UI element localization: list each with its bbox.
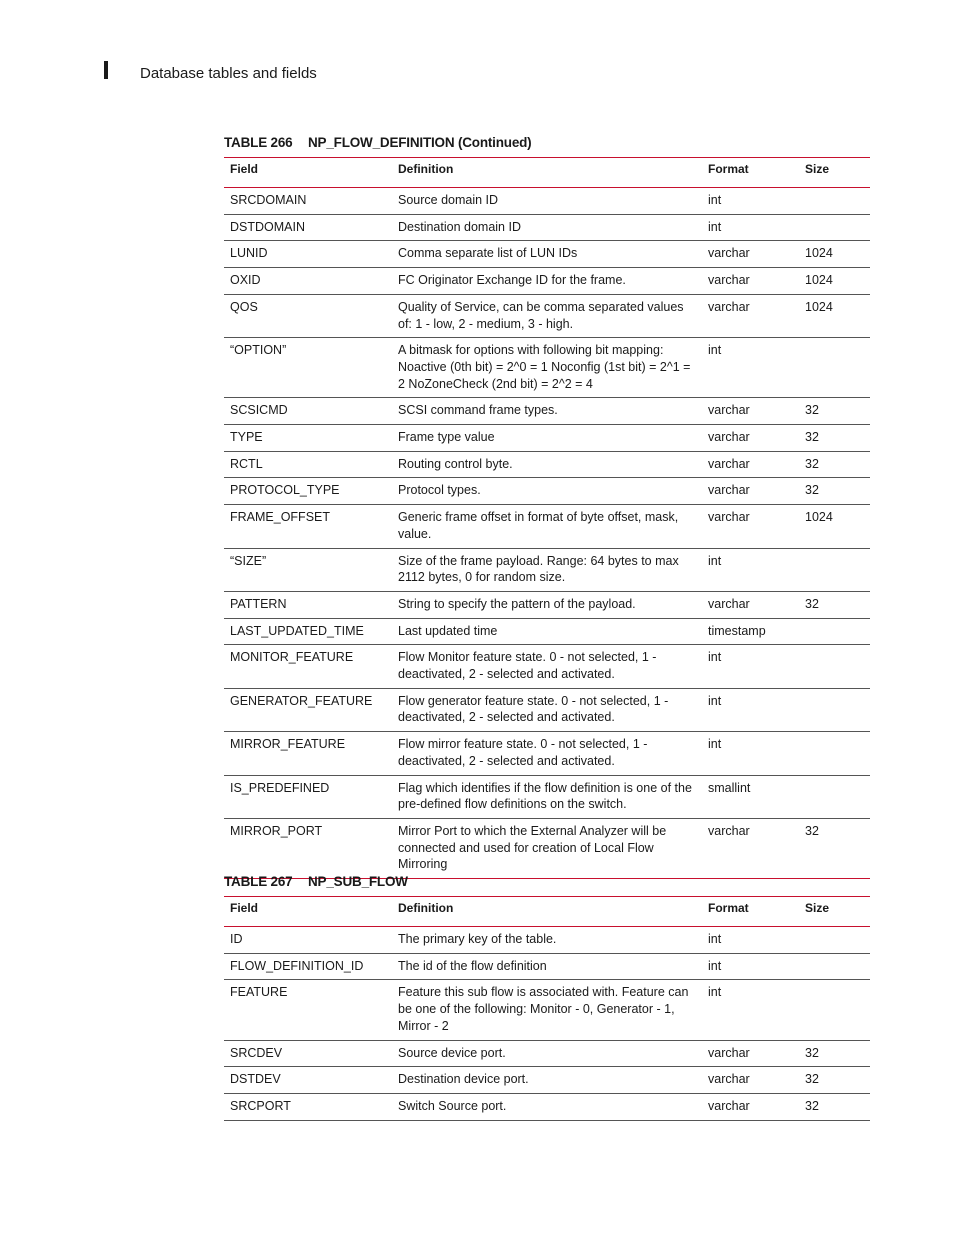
size-cell: [799, 645, 870, 688]
table-266: [224, 157, 870, 879]
table-row: [224, 1040, 870, 1067]
field-cell: RCTL: [224, 451, 392, 478]
table-267-body: [224, 927, 870, 1121]
format-cell: int: [702, 188, 799, 215]
table-266-body: [224, 188, 870, 879]
table-row: [224, 1093, 870, 1120]
field-cell: TYPE: [224, 425, 392, 452]
table-row: [224, 451, 870, 478]
table-row: [224, 398, 870, 425]
size-cell: [799, 953, 870, 980]
field-cell: “SIZE”: [224, 548, 392, 591]
table-267: [224, 896, 870, 1121]
size-cell: 32: [799, 591, 870, 618]
format-cell: varchar: [702, 818, 799, 878]
format-cell: int: [702, 732, 799, 775]
table-row: [224, 645, 870, 688]
field-cell: PROTOCOL_TYPE: [224, 478, 392, 505]
field-cell: MIRROR_PORT: [224, 818, 392, 878]
size-cell: 32: [799, 398, 870, 425]
size-cell: [799, 188, 870, 215]
size-cell: [799, 980, 870, 1040]
format-cell: int: [702, 953, 799, 980]
definition-cell: SCSI command frame types.: [392, 398, 702, 425]
definition-cell: Feature this sub flow is associated with. Feature can be one of the following: Monitor - 0, Generator - 1, Mirror - 2: [392, 980, 702, 1040]
table-row: [224, 478, 870, 505]
field-cell: PATTERN: [224, 591, 392, 618]
column-header-definition: Definition: [398, 162, 454, 176]
column-header-field: Field: [230, 901, 259, 915]
size-cell: [799, 214, 870, 241]
format-cell: int: [702, 688, 799, 731]
field-cell: DSTDOMAIN: [224, 214, 392, 241]
table-row: [224, 505, 870, 548]
table-row: [224, 338, 870, 398]
definition-cell: Destination domain ID: [392, 214, 702, 241]
field-cell: “OPTION”: [224, 338, 392, 398]
size-cell: [799, 688, 870, 731]
size-cell: 1024: [799, 241, 870, 268]
field-cell: GENERATOR_FEATURE: [224, 688, 392, 731]
format-cell: int: [702, 214, 799, 241]
table-row: [224, 688, 870, 731]
format-cell: int: [702, 927, 799, 954]
size-cell: [799, 732, 870, 775]
size-cell: 32: [799, 478, 870, 505]
field-cell: OXID: [224, 268, 392, 295]
size-cell: 1024: [799, 268, 870, 295]
definition-cell: String to specify the pattern of the payload.: [392, 591, 702, 618]
table-row: [224, 618, 870, 645]
column-header-format: Format: [708, 162, 749, 176]
size-cell: [799, 548, 870, 591]
definition-cell: Routing control byte.: [392, 451, 702, 478]
format-cell: varchar: [702, 398, 799, 425]
size-cell: [799, 618, 870, 645]
table-266-number: TABLE 266: [224, 135, 293, 150]
format-cell: varchar: [702, 241, 799, 268]
running-header: Database tables and fields: [140, 65, 317, 82]
definition-cell: Comma separate list of LUN IDs: [392, 241, 702, 268]
format-cell: varchar: [702, 478, 799, 505]
definition-cell: Generic frame offset in format of byte offset, mask, value.: [392, 505, 702, 548]
size-cell: [799, 927, 870, 954]
format-cell: varchar: [702, 1067, 799, 1094]
size-cell: [799, 775, 870, 818]
format-cell: varchar: [702, 505, 799, 548]
format-cell: varchar: [702, 1093, 799, 1120]
field-cell: MIRROR_FEATURE: [224, 732, 392, 775]
table-266-title: NP_FLOW_DEFINITION (Continued): [308, 135, 532, 150]
table-row: [224, 425, 870, 452]
field-cell: SRCPORT: [224, 1093, 392, 1120]
format-cell: int: [702, 645, 799, 688]
table-266-caption: [224, 135, 531, 150]
field-cell: SRCDEV: [224, 1040, 392, 1067]
table-row: [224, 268, 870, 295]
format-cell: int: [702, 980, 799, 1040]
field-cell: IS_PREDEFINED: [224, 775, 392, 818]
definition-cell: A bitmask for options with following bit mapping: Noactive (0th bit) = 2^0 = 1 Noconfig (1st bit) = 2^1 = 2 NoZoneCheck (2nd bit) = 2^2 = 4: [392, 338, 702, 398]
definition-cell: Frame type value: [392, 425, 702, 452]
table-267-number: TABLE 267: [224, 874, 293, 889]
table-row: [224, 818, 870, 878]
definition-cell: Flag which identifies if the flow definition is one of the pre-defined flow definitions on the switch.: [392, 775, 702, 818]
format-cell: varchar: [702, 425, 799, 452]
chapter-marker-bar: [104, 61, 108, 79]
table-267-title: NP_SUB_FLOW: [308, 874, 408, 889]
format-cell: varchar: [702, 591, 799, 618]
column-header-field: Field: [230, 162, 259, 176]
format-cell: smallint: [702, 775, 799, 818]
format-cell: int: [702, 548, 799, 591]
format-cell: varchar: [702, 268, 799, 295]
field-cell: ID: [224, 927, 392, 954]
column-header-size: Size: [805, 162, 830, 176]
format-cell: timestamp: [702, 618, 799, 645]
field-cell: FRAME_OFFSET: [224, 505, 392, 548]
definition-cell: Switch Source port.: [392, 1093, 702, 1120]
table-267-header: [224, 897, 870, 927]
table-267-caption: [224, 874, 408, 889]
column-header-definition: Definition: [398, 901, 454, 915]
field-cell: SCSICMD: [224, 398, 392, 425]
column-header-format: Format: [708, 901, 749, 915]
format-cell: varchar: [702, 451, 799, 478]
table-row: [224, 775, 870, 818]
field-cell: SRCDOMAIN: [224, 188, 392, 215]
definition-cell: Protocol types.: [392, 478, 702, 505]
definition-cell: Flow generator feature state. 0 - not selected, 1 - deactivated, 2 - selected and activated.: [392, 688, 702, 731]
table-row: [224, 953, 870, 980]
table-266-header: [224, 158, 870, 188]
size-cell: 32: [799, 1093, 870, 1120]
column-header-size: Size: [805, 901, 830, 915]
field-cell: LAST_UPDATED_TIME: [224, 618, 392, 645]
field-cell: DSTDEV: [224, 1067, 392, 1094]
size-cell: 32: [799, 451, 870, 478]
table-row: [224, 241, 870, 268]
table-row: [224, 188, 870, 215]
size-cell: 32: [799, 425, 870, 452]
field-cell: MONITOR_FEATURE: [224, 645, 392, 688]
size-cell: 32: [799, 818, 870, 878]
format-cell: varchar: [702, 1040, 799, 1067]
field-cell: FLOW_DEFINITION_ID: [224, 953, 392, 980]
format-cell: int: [702, 338, 799, 398]
table-row: [224, 927, 870, 954]
definition-cell: Destination device port.: [392, 1067, 702, 1094]
definition-cell: The primary key of the table.: [392, 927, 702, 954]
field-cell: QOS: [224, 294, 392, 337]
table-row: [224, 732, 870, 775]
definition-cell: Flow Monitor feature state. 0 - not selected, 1 - deactivated, 2 - selected and activated.: [392, 645, 702, 688]
definition-cell: The id of the flow definition: [392, 953, 702, 980]
field-cell: FEATURE: [224, 980, 392, 1040]
format-cell: varchar: [702, 294, 799, 337]
table-row: [224, 548, 870, 591]
definition-cell: Quality of Service, can be comma separated values of: 1 - low, 2 - medium, 3 - high.: [392, 294, 702, 337]
table-row: [224, 1067, 870, 1094]
size-cell: 32: [799, 1040, 870, 1067]
table-row: [224, 214, 870, 241]
definition-cell: Flow mirror feature state. 0 - not selected, 1 - deactivated, 2 - selected and activated.: [392, 732, 702, 775]
table-row: [224, 980, 870, 1040]
definition-cell: Source device port.: [392, 1040, 702, 1067]
size-cell: 1024: [799, 505, 870, 548]
table-row: [224, 591, 870, 618]
table-row: [224, 294, 870, 337]
size-cell: [799, 338, 870, 398]
definition-cell: Last updated time: [392, 618, 702, 645]
size-cell: 32: [799, 1067, 870, 1094]
size-cell: 1024: [799, 294, 870, 337]
definition-cell: Source domain ID: [392, 188, 702, 215]
definition-cell: Mirror Port to which the External Analyzer will be connected and used for creation of Local Flow Mirroring: [392, 818, 702, 878]
definition-cell: FC Originator Exchange ID for the frame.: [392, 268, 702, 295]
field-cell: LUNID: [224, 241, 392, 268]
definition-cell: Size of the frame payload. Range: 64 bytes to max 2112 bytes, 0 for random size.: [392, 548, 702, 591]
